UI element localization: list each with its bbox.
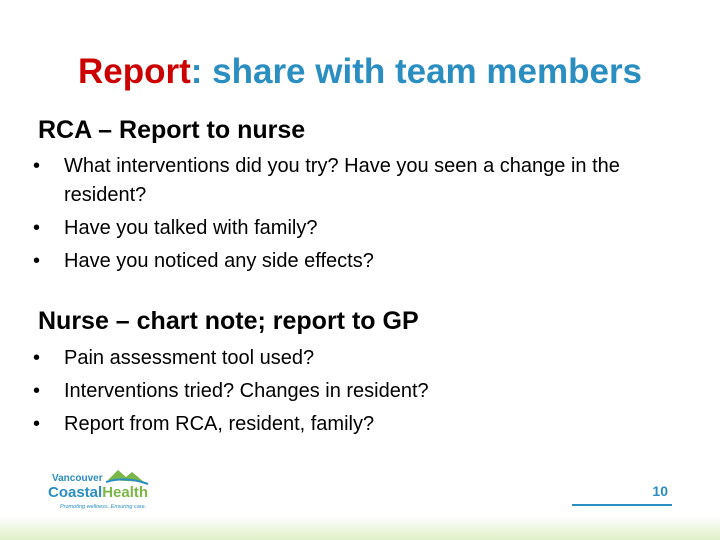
bullet-icon: •	[33, 155, 41, 177]
logo-text-health-part: Health	[102, 484, 149, 501]
bullet-icon: •	[33, 413, 41, 435]
list-item	[30, 344, 700, 373]
list-item-text: Have you talked with family?	[64, 217, 318, 239]
slide-title-part1: Report	[77, 52, 191, 91]
list-item	[30, 152, 700, 210]
logo-tagline: Promoting wellness. Ensuring care.	[60, 504, 147, 510]
slide-title	[0, 50, 720, 94]
list-item-text: Have you noticed any side effects?	[64, 250, 374, 272]
logo-text-coastal-part: Coastal	[48, 484, 103, 501]
list-item	[30, 214, 700, 243]
logo-text-coastal	[48, 484, 148, 501]
bullet-list-rca	[30, 152, 700, 280]
list-item	[30, 247, 700, 276]
list-item-text: Pain assessment tool used?	[64, 347, 315, 369]
bullet-icon: •	[33, 380, 41, 402]
list-item-text: What interventions did you try? Have you seen a change in the resident?	[64, 155, 620, 206]
list-item	[30, 410, 700, 439]
vancouver-coastal-health-logo	[46, 466, 166, 514]
section-heading-rca: RCA – Report to nurse	[38, 116, 306, 144]
list-item-text: Interventions tried? Changes in resident?	[64, 380, 429, 402]
bullet-list-nurse	[30, 344, 700, 443]
bullet-icon: •	[33, 250, 41, 272]
bullet-icon: •	[33, 217, 41, 239]
page-number-underline	[572, 504, 672, 506]
slide-title-part2: share with team members	[202, 52, 643, 91]
section-heading-nurse: Nurse – chart note; report to GP	[38, 307, 419, 335]
footer-band	[0, 516, 720, 540]
bullet-icon: •	[33, 347, 41, 369]
list-item-text: Report from RCA, resident, family?	[64, 413, 375, 435]
page-number: 10	[652, 483, 668, 499]
slide-title-separator: :	[190, 52, 203, 91]
list-item	[30, 377, 700, 406]
logo-text-vancouver: Vancouver	[52, 473, 103, 484]
